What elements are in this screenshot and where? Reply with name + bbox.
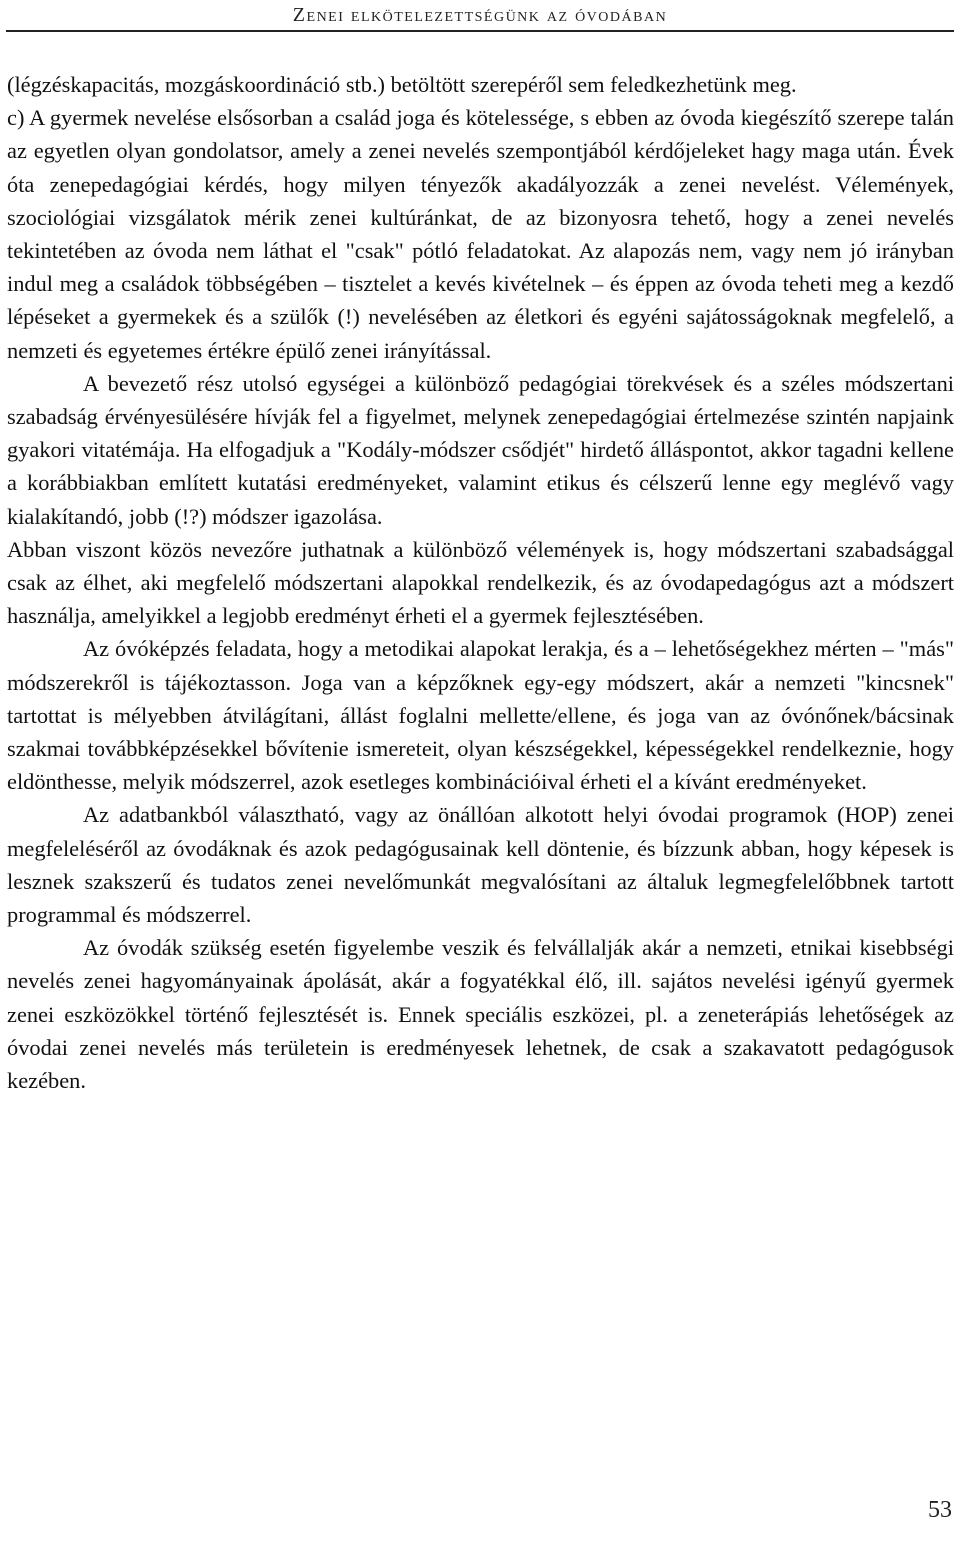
running-header [6, 4, 954, 32]
paragraph-adatbank: Az adatbankból választható, vagy az önállóan alkotott helyi óvodai programok (HOP) zenei megfeleléséről az óvodáknak és azok pedagógusainak kell döntenie, és bízzunk abban, hogy képesek is lesznek szakszerű és tudatos zenei nevelőmunkát megvalósítani az általuk legmegfelelőbbnek tartott programmal és módszerrel. [7, 802, 954, 928]
paragraph-bevezeto: A bevezető rész utolsó egységei a különböző pedagógiai törekvések és a széles módszertani szabadság érvényesülésére hívják fel a figyelmet, melynek zenepedagógiai értelmezése szintén napjaink gyakori vitatémája. Ha elfogadjuk a "Kodály-módszer csődjét" hirdető álláspontot, akkor tagadni kellene a korábbiakban említett kutatási eredményeket, valamint etikus és célszerű lenne egy meglévő vagy kialakítandó, jobb (!?) módszer igazolása. [7, 370, 954, 529]
page-body [7, 68, 954, 1097]
paragraph-kozos-nevezo: Abban viszont közös nevezőre juthatnak a különböző vélemények is, hogy módszertani szabadsággal csak az élhet, aki megfelelő módszertani alapokkal rendelkezik, és az óvodapedagógus azt a módszert használja, amelyikkel a legjobb eredményt érheti el a gyermek fejlesztésében. [7, 536, 954, 629]
paragraph-continuation: (légzéskapacitás, mozgáskoordináció stb.) betöltött szerepéről sem feledkezhetünk meg. [7, 72, 797, 97]
running-header-title: Zenei elkötelezettségünk az óvodában [292, 4, 668, 26]
page-number: 53 [928, 1497, 952, 1523]
paragraph-c: c) A gyermek nevelése elsősorban a család joga és kötelessége, s ebben az óvoda kiegészítő szerepe talán az egyetlen olyan gondolatsor, amely a zenei nevelés szempontjából kérdőjeleket hagy maga után. Évek óta zenepedagógiai kérdés, hogy milyen tényezők akadályozzák a zenei nevelést. Vélemények, szociológiai vizsgálatok mérik zenei kultúránkat, de az bizonyosra tehető, hogy a zenei nevelés tekintetében az óvoda nem láthat el "csak" pótló feladatokat. Az alapozás nem, vagy nem jó irányban indul meg a családok többségében – tisztelet a kevés kivételnek – és éppen az óvoda teheti meg a kezdő lépéseket a gyermekek és a szülők (!) nevelésében az életkori és egyéni sajátosságoknak megfelelő, a nemzeti és egyetemes értékre épülő zenei irányítással. [7, 105, 954, 363]
paragraph-ovodak: Az óvodák szükség esetén figyelembe veszik és felvállalják akár a nemzeti, etnikai kisebbségi nevelés zenei hagyományainak ápolását, akár a fogyatékkal élő, ill. sajátos nevelési igényű gyermek zenei eszközökkel történő fejlesztését is. Ennek speciális eszközei, pl. a zeneterápiás lehetőségek az óvodai zenei nevelés más területein is eredményesek lehetnek, de csak a szakavatott pedagógusok kezében. [7, 935, 954, 1094]
paragraph-ovokepzes: Az óvóképzés feladata, hogy a metodikai alapokat lerakja, és a – lehetőségekhez mérten – "más" módszerekről is tájékoztasson. Joga van a képzőknek egy-egy módszert, akár a nemzeti "kincsnek" tartottat is mélyebben átvilágítani, állást foglalni mellette/ellene, és joga van az óvónőnek/bácsinak szakmai továbbképzésekkel bővítenie ismereteit, olyan készségekkel, képességekkel rendelkeznie, hogy eldönthesse, melyik módszerrel, azok esetleges kombinációival érheti el a kívánt eredményeket. [7, 636, 954, 795]
